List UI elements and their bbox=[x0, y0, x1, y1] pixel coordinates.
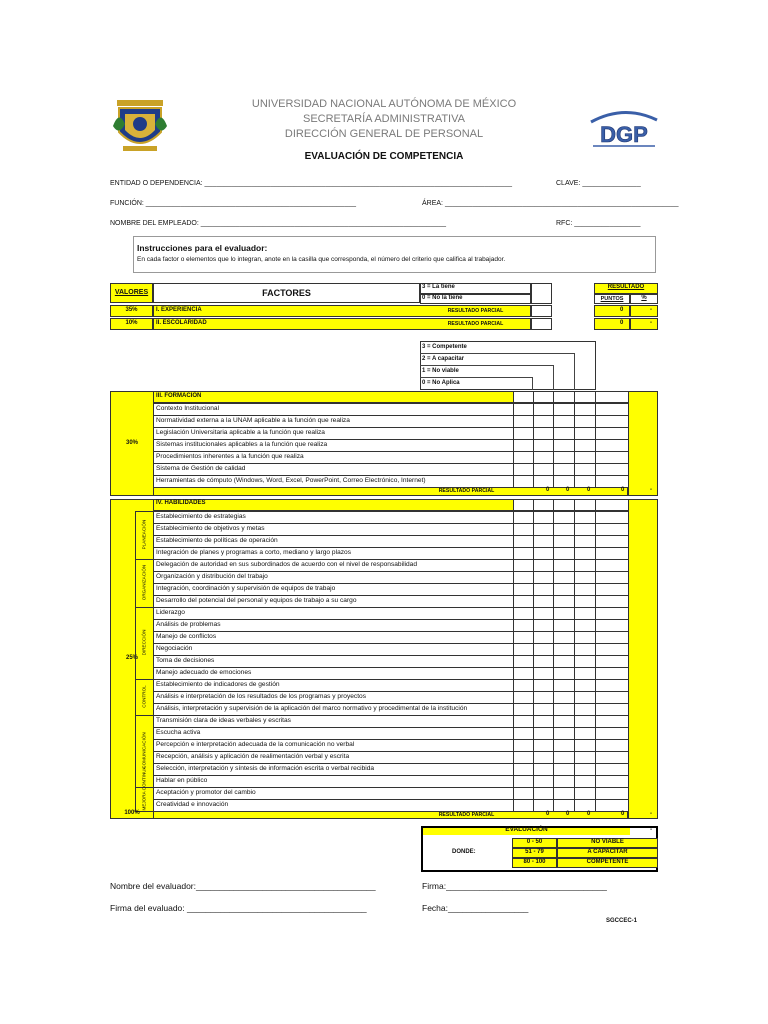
empleado-field[interactable]: NOMBRE DEL EMPLEADO: _______________________________________________________________ bbox=[110, 220, 447, 227]
formacion-total: 0 bbox=[621, 487, 625, 493]
habilidades-item-label: Aceptación y promotor del cambio bbox=[156, 789, 256, 796]
habilidades-item-label: Negociación bbox=[156, 645, 193, 652]
escolaridad-puntos-cell bbox=[594, 318, 630, 330]
criteria2-capacitar: 2 = A capacitar bbox=[422, 356, 465, 362]
habilidades-item-label: Integración de planes y programas a corto, mediano y largo plazos bbox=[156, 549, 351, 556]
experiencia-valor: 35% bbox=[125, 307, 138, 313]
unam-seal bbox=[111, 96, 169, 156]
range-value: 0 - 50 bbox=[526, 839, 543, 845]
range-value: 80 - 100 bbox=[523, 859, 546, 865]
experiencia-puntos: 0 bbox=[620, 307, 624, 313]
experiencia-parcial: RESULTADO PARCIAL bbox=[447, 308, 504, 314]
secretaria-name: SECRETARÍA ADMINISTRATIVA bbox=[303, 113, 465, 125]
group-label: DIRECCIÓN bbox=[141, 629, 147, 656]
habilidades-item-label: Escucha activa bbox=[156, 729, 201, 736]
formacion-item-label: Normatividad externa a la UNAM aplicable a la función que realiza bbox=[156, 417, 350, 424]
habilidades-title-score-cell-5[interactable] bbox=[595, 499, 629, 511]
habilidades-item-label: Análisis e interpretación de los resultados de los programas y proyectos bbox=[156, 693, 367, 700]
habilidades-item-label: Desarrollo del potencial del personal y equipos de trabajo a su cargo bbox=[156, 597, 357, 604]
habilidades-item-label: Análisis, interpretación y supervisión de la aplicación del marco normativo y procedimental de la institución bbox=[156, 705, 468, 712]
formacion-item-label: Legislación Universitaria aplicable a la función que realiza bbox=[156, 429, 325, 436]
formacion-pct: - bbox=[650, 487, 652, 493]
group-label: ORGANIZACIÓN bbox=[141, 564, 147, 601]
group-label: PLANEACIÓN bbox=[141, 519, 147, 550]
habilidades-valor: 25% bbox=[125, 655, 138, 661]
formacion-title-score-cell-1[interactable] bbox=[513, 391, 534, 403]
crit-col-box bbox=[531, 283, 552, 304]
habilidades-total: 0 bbox=[621, 811, 625, 817]
university-name: UNIVERSIDAD NACIONAL AUTÓNOMA DE MÉXICO bbox=[251, 98, 517, 110]
habilidades-item-label: Establecimiento de políticas de operación bbox=[156, 537, 278, 544]
footer-code: SGCCEC-1 bbox=[606, 918, 638, 924]
rfc-field[interactable]: RFC: _________________ bbox=[556, 220, 641, 227]
habilidades-item-label: Establecimiento de indicadores de gestión bbox=[156, 681, 280, 688]
habilidades-pct-column bbox=[628, 499, 658, 819]
formacion-title-score-cell-3[interactable] bbox=[553, 391, 575, 403]
resultado-label: RESULTADO bbox=[607, 284, 645, 290]
area-field[interactable]: ÁREA: ____________________________________________________________ bbox=[422, 200, 679, 207]
formacion-title-score-cell-4[interactable] bbox=[574, 391, 596, 403]
habilidades-sum: 0 bbox=[546, 811, 550, 817]
formacion-title: III. FORMACIÓN bbox=[156, 393, 202, 399]
evaluado-field[interactable]: Firma del evaluado: ______________________________________ bbox=[110, 903, 367, 913]
experiencia-name: I. EXPERIENCIA bbox=[156, 307, 202, 313]
habilidades-title-score-cell-3[interactable] bbox=[553, 499, 575, 511]
evaluacion-title: EVALUACIÓN bbox=[505, 826, 548, 833]
formacion-parcial-row bbox=[153, 487, 628, 496]
habilidades-sum: 0 bbox=[587, 811, 591, 817]
crit1-label: 3 = La tiene bbox=[422, 284, 455, 290]
formacion-item-label: Procedimientos inherentes a la función que realiza bbox=[156, 453, 304, 460]
habilidades-item-label: Percepción e interpretación adecuada de la comunicación no verbal bbox=[156, 741, 355, 748]
puntos-label: PUNTOS bbox=[600, 296, 624, 302]
habilidades-title-score-cell-4[interactable] bbox=[574, 499, 596, 511]
evaluador-field[interactable]: Nombre del evaluador:______________________________________ bbox=[110, 881, 376, 891]
dgp-logo bbox=[589, 108, 659, 150]
habilidades-item-label: Liderazgo bbox=[156, 609, 185, 616]
experiencia-puntos-cell bbox=[594, 305, 630, 317]
direccion-name: DIRECCIÓN GENERAL DE PERSONAL bbox=[284, 128, 484, 140]
total-100-label: 100% bbox=[124, 810, 140, 816]
escolaridad-valor: 10% bbox=[125, 320, 138, 326]
formacion-parcial-label: RESULTADO PARCIAL bbox=[438, 488, 495, 494]
criteria2-no-viable: 1 = No viable bbox=[422, 368, 459, 374]
evaluacion-pct: - bbox=[650, 826, 653, 833]
formacion-sum: 0 bbox=[546, 487, 550, 493]
habilidades-title-score-cell-1[interactable] bbox=[513, 499, 534, 511]
habilidades-item-label: Delegación de autoridad en sus subordinados de acuerdo con el nivel de responsabilidad bbox=[156, 561, 418, 568]
escolaridad-pct: - bbox=[650, 320, 652, 326]
instructions-box bbox=[133, 236, 656, 273]
group-label: COMUNICACIÓN bbox=[141, 732, 147, 769]
instructions-title: Instrucciones para el evaluador: bbox=[137, 243, 268, 253]
group-label: CONTROL bbox=[141, 685, 147, 708]
formacion-valor: 30% bbox=[125, 439, 138, 446]
formacion-sum: 0 bbox=[587, 487, 591, 493]
habilidades-parcial-row bbox=[153, 811, 628, 819]
escolaridad-input-1[interactable] bbox=[531, 318, 552, 330]
experiencia-pct-cell bbox=[630, 305, 658, 317]
instructions-text: En cada factor o elementos que lo integran, anote en la casilla que corresponda, el número del criterio que califica al trabajador. bbox=[137, 256, 506, 263]
range-label: NO VIABLE bbox=[591, 839, 624, 845]
formacion-title-cell bbox=[153, 391, 514, 403]
document-title: EVALUACIÓN DE COMPETENCIA bbox=[304, 151, 464, 162]
habilidades-item-label: Selección, interpretación y síntesis de información escrita o verbal recibida bbox=[156, 765, 375, 772]
crit2-label: 0 = No la tiene bbox=[422, 295, 463, 301]
formacion-pct-column bbox=[628, 391, 658, 496]
formacion-item-label: Sistemas institucionales aplicables a la función que realiza bbox=[156, 441, 328, 448]
criteria2-competente: 3 = Competente bbox=[422, 344, 467, 350]
formacion-item-label: Herramientas de cómputo (Windows, Word, Excel, PowerPoint, Correo Electrónico, Internet) bbox=[156, 477, 426, 484]
habilidades-parcial-label: RESULTADO PARCIAL bbox=[438, 812, 495, 818]
escolaridad-pct-cell bbox=[630, 318, 658, 330]
funcion-field[interactable]: FUNCIÓN: ______________________________________________________ bbox=[110, 200, 357, 207]
habilidades-title-cell bbox=[153, 499, 514, 511]
experiencia-pct: - bbox=[650, 307, 652, 313]
habilidades-item-label: Organización y distribución del trabajo bbox=[156, 573, 268, 580]
habilidades-pct: - bbox=[650, 811, 652, 817]
habilidades-item-label: Transmisión clara de ideas verbales y escritas bbox=[156, 717, 291, 724]
range-label: A CAPACITAR bbox=[587, 849, 628, 855]
escolaridad-name: II. ESCOLARIDAD bbox=[156, 320, 207, 326]
habilidades-item-label: Creatividad e innovación bbox=[156, 801, 229, 808]
factores-label: FACTORES bbox=[262, 288, 311, 298]
range-label: COMPETENTE bbox=[586, 859, 629, 865]
habilidades-item-label: Establecimiento de estrategias bbox=[156, 513, 246, 520]
valores-label: VALORES bbox=[114, 289, 149, 296]
pct-label: % bbox=[641, 295, 647, 301]
escolaridad-puntos: 0 bbox=[620, 320, 624, 326]
experiencia-input-1[interactable] bbox=[531, 305, 552, 317]
habilidades-item-label: Análisis de problemas bbox=[156, 621, 221, 628]
clave-field[interactable]: CLAVE: _______________ bbox=[556, 180, 641, 187]
habilidades-item-label: Hablar en público bbox=[156, 777, 208, 784]
entidad-field[interactable]: ENTIDAD O DEPENDENCIA: _______________________________________________________________________________ bbox=[110, 180, 513, 187]
formacion-item-label: Sistema de Gestión de calidad bbox=[156, 465, 246, 472]
firma-field[interactable]: Firma:__________________________________ bbox=[422, 881, 607, 891]
habilidades-sum: 0 bbox=[566, 811, 570, 817]
habilidades-item-label: Integración, coordinación y supervisión de equipos de trabajo bbox=[156, 585, 336, 592]
habilidades-title-score-cell-2[interactable] bbox=[533, 499, 554, 511]
habilidades-item-label: Manejo adecuado de emociones bbox=[156, 669, 252, 676]
dgp-logo-text: DGP bbox=[600, 122, 648, 147]
formacion-sum: 0 bbox=[566, 487, 570, 493]
formacion-title-score-cell-5[interactable] bbox=[595, 391, 629, 403]
habilidades-item-label: Manejo de conflictos bbox=[156, 633, 217, 640]
escolaridad-parcial: RESULTADO PARCIAL bbox=[447, 321, 504, 327]
group-label: MEJORA CONTINUA bbox=[141, 766, 147, 811]
habilidades-title: IV. HABILIDADES bbox=[156, 500, 206, 506]
fecha-field[interactable]: Fecha:_________________ bbox=[422, 903, 529, 913]
donde-label: DONDE: bbox=[452, 849, 476, 855]
range-value: 51 - 79 bbox=[525, 849, 544, 855]
formacion-item-label: Contexto Institucional bbox=[156, 405, 220, 412]
habilidades-item-label: Recepción, análisis y aplicación de realimentación verbal y escrita bbox=[156, 753, 350, 760]
habilidades-item-label: Toma de decisiones bbox=[156, 657, 215, 664]
formacion-title-score-cell-2[interactable] bbox=[533, 391, 554, 403]
criteria2-no-aplica: 0 = No Aplica bbox=[422, 380, 460, 386]
habilidades-item-label: Establecimiento de objetivos y metas bbox=[156, 525, 265, 532]
